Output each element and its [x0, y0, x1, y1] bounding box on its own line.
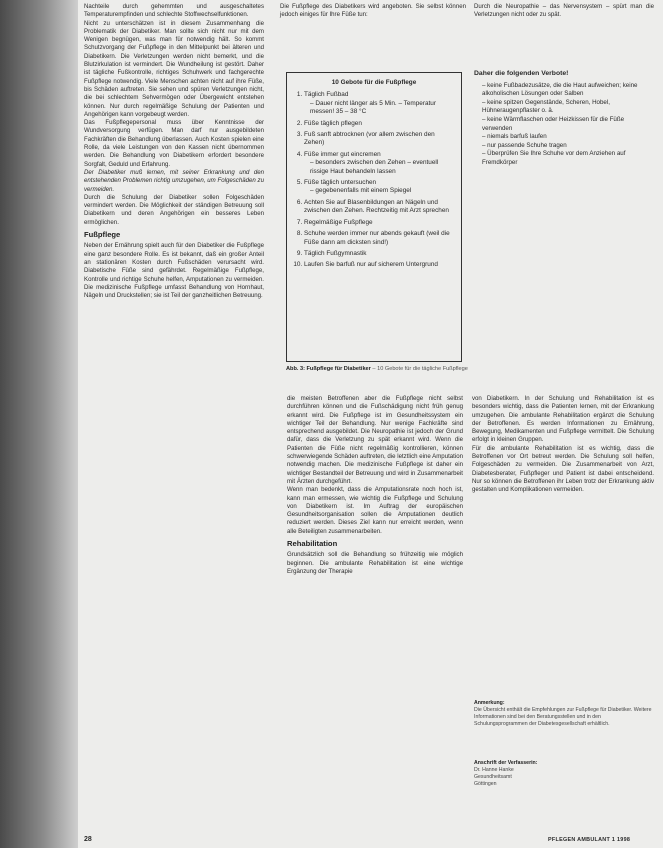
rules-box-title: 10 Gebote für die Fußpflege — [331, 79, 417, 86]
list-item: 3. Fuß sanft abtrocknen (vor allem zwischen den Zehen) — [304, 131, 454, 148]
list-item: 10. Laufen Sie barfuß nur auf sicherem Untergrund — [304, 261, 454, 269]
prohibitions-list — [474, 82, 654, 168]
paragraph: Für die ambulante Rehabilitation ist es wichtig, dass die Betroffenen vor Ort betreut werden. Die Schulung soll helfen, Folgeschäden zu vermeiden. Die Zusammenarbeit von Arzt, Diabetesberater, Fußpfleger und Patient ist dabei entscheidend. Nur so können die Betroffenen ihr Leben trotz der Erkrankung aktiv gestalten und Komplikationen vermeiden. — [472, 444, 654, 494]
paragraph: Wenn man bedenkt, dass die Amputationsrate noch hoch ist, kann man ermessen, wie wichtig die Fußpflege und Schulung von Diabetikern ist. Im Auftrag der europäischen Gesundheitsorganisation sollen die Amputationen deutlich reduziert werden. Dieses Ziel kann nur erreicht werden, wenn alle Beteiligten zusammenarbeiten. — [287, 486, 463, 535]
list-item: – niemals barfuß laufen — [482, 133, 654, 142]
list-item: 1. Täglich Fußbad – Dauer nicht länger als 5 Min. – Temperatur messen! 35 – 38 °C — [304, 91, 454, 116]
heading-fusspflege: Fußpflege — [84, 230, 121, 240]
list-item: 8. Schuhe werden immer nur abends gekauft (weil die Füße dann am dicksten sind!) — [304, 230, 454, 247]
rules-box — [286, 72, 462, 362]
column-middle-bottom — [287, 395, 463, 576]
page-number: 28 — [84, 836, 92, 843]
document-page — [78, 0, 663, 848]
list-item: – Überprüfen Sie Ihre Schuhe vor dem Anziehen auf Fremdkörper — [482, 150, 654, 167]
figure-caption: Abb. 3: Fußpflege für Diabetiker – 10 Gebote für die tägliche Fußpflege — [286, 366, 468, 372]
column-middle-top — [280, 3, 466, 20]
column-left — [84, 3, 264, 300]
paragraph: Durch die Neuropathie – das Nervensystem – spürt man die Verletzungen nicht oder zu spät. — [474, 3, 654, 19]
list-item: 6. Achten Sie auf Blasenbildungen an Nägeln und zwischen den Zehen. Rechtzeitig mit Arzt sprechen — [304, 199, 454, 216]
prohibitions-block — [474, 70, 654, 168]
list-item: – keine Wärmflaschen oder Heizkissen für die Füße verwenden — [482, 116, 654, 133]
author-address: Anschrift der Verfasserin: Dr. Hanne Hanke Gesundheitsamt Göttingen — [474, 760, 538, 787]
column-right-top — [474, 3, 654, 20]
list-item: – keine Fußbadezusätze, die die Haut aufweichen; keine alkoholischen Lösungen oder Salben — [482, 82, 654, 99]
list-item: 2. Füße täglich pflegen — [304, 120, 454, 128]
list-item: 4. Füße immer gut eincremen – besonders zwischen den Zehen – eventuell rissige Haut behandeln lassen — [304, 151, 454, 176]
paragraph: Die Fußpflege des Diabetikers wird angeboten. Sie selbst können jedoch einiges für Ihre Füße tun: — [280, 3, 466, 19]
book-gutter — [0, 0, 78, 848]
list-item: – nur passende Schuhe tragen — [482, 142, 654, 151]
prohibitions-heading: Daher die folgenden Verbote! — [474, 70, 569, 77]
paragraph: Durch die Schulung der Diabetiker sollen Folgeschäden vermindert werden. Die Möglichkeit der ständigen Betreuung soll Diabetikern und deren Angehörigen ein besseres Leben ermöglichen. — [84, 193, 264, 226]
list-item: – keine spitzen Gegenstände, Scheren, Hobel, Hühneraugenpflaster o. ä. — [482, 99, 654, 116]
rules-list — [294, 91, 454, 269]
paragraph: die meisten Betroffenen aber die Fußpflege nicht selbst durchführen können und die Fußschädigung nicht früh genug erkannt wird. Die Fußpflege ist im Gesundheitssystem ein wichtiger Teil der Behandlung. Nur wenige Fachkräfte sind entsprechend ausgebildet. Die Neuropathie ist jedoch der Grund dafür, dass die Verletzung zu spät erkannt wird. Wenn die Patienten die Füße nicht regelmäßig kontrollieren, können schwerwiegende Schäden auftreten, die letztlich eine Amputation notwendig machen. Die medizinische Fußpflege ist daher ein wichtiger Bestandteil der Betreuung und wird in Zusammenarbeit mit Ärzten durchgeführt. — [287, 395, 463, 485]
paragraph: Nachteile durch gehemmten und ausgeschaltetes Temperaturempfinden und schlechte Stoffwechselfunktionen. — [84, 3, 264, 19]
paragraph: Das Fußpflegepersonal muss über Kenntnisse der Wundversorgung verfügen. Man darf nur ausgebildeten Fachkräften die Behandlung überlassen. Auch Kosten spielen eine Rolle, da viele Leistungen von den Kassen nicht übernommen werden. Die Behandlung von Diabetikern erfordert besondere Sorgfalt, Geduld und Erfahrung. — [84, 119, 264, 168]
paragraph: Grundsätzlich soll die Behandlung so frühzeitig wie möglich beginnen. Die ambulante Rehabilitation ist eine wichtige Ergänzung der Therapie — [287, 551, 463, 575]
paragraph: Neben der Ernährung spielt auch für den Diabetiker die Fußpflege eine ganz besondere Rolle. Es ist bekannt, daß ein großer Anteil an stationären Kosten durch Fußschäden verursacht wird. Diabetische Füße sind gefährdet. Regelmäßige Fußpflege, Kontrolle und richtige Schuhe helfen, Amputationen zu vermeiden. Die medizinische Fußpflege umfasst Behandlung von Hornhaut, Nägeln und Druckstellen; sie ist Teil der ganzheitlichen Betreuung. — [84, 242, 264, 300]
running-footer: PFLEGEN AMBULANT 1 1998 — [548, 837, 631, 843]
list-item: 9. Täglich Fußgymnastik — [304, 250, 454, 258]
column-right-bottom — [472, 395, 654, 495]
heading-rehabilitation: Rehabilitation — [287, 539, 338, 549]
list-item: 7. Regelmäßige Fußpflege — [304, 219, 454, 227]
paragraph: Nicht zu unterschätzen ist in diesem Zusammenhang die Problematik der Diabetiker. Man sollte sich nicht nur mit dem Wenigen begnügen, was man für notwendig hält. So kommt Schutzvorgang der Fußpflege in den Mittelpunkt bei älteren und Diabetikern. Die Verletzungen werden nicht bemerkt, und die Blutzirkulation ist vermindert. Die Wundheilung ist gestört. Daher ist tägliche Fußkontrolle, richtiges Schuhwerk und fachgerechte Fußpflege notwendig. Viele Menschen achten nicht auf ihre Füße, bis Schäden auftreten. Sie sehen und spüren Verletzungen nicht, die bei schlechtem Sehvermögen oder Übergewicht entstehen können. Nur durch regelmäßige Schulung der Patienten und Angehörigen kann vorgebeugt werden. — [84, 19, 264, 118]
paragraph-italic: Der Diabetiker muß lernen, mit seiner Erkrankung und den entstehenden Problemen richtig umzugehen, um Folgeschäden zu vermeiden. — [84, 168, 264, 193]
list-item: 5. Füße täglich untersuchen – gegebenenfalls mit einem Spiegel — [304, 179, 454, 196]
footnote: Anmerkung: Die Übersicht enthält die Empfehlungen zur Fußpflege für Diabetiker. Weitere Informationen sind bei den Beratungsstellen und in den Schulungsprogrammen der Diabetesgesellschaft erhältlich. — [474, 700, 652, 727]
paragraph: von Diabetikern. In der Schulung und Rehabilitation ist es besonders wichtig, dass die Patienten lernen, mit der Erkrankung umzugehen. Die ambulante Rehabilitation ergänzt die Schulung der Betroffenen. Es werden Informationen zu Ernährung, Bewegung, Medikamenten und Fußpflege vermittelt. Die Schulung erfolgt in kleinen Gruppen. — [472, 395, 654, 444]
